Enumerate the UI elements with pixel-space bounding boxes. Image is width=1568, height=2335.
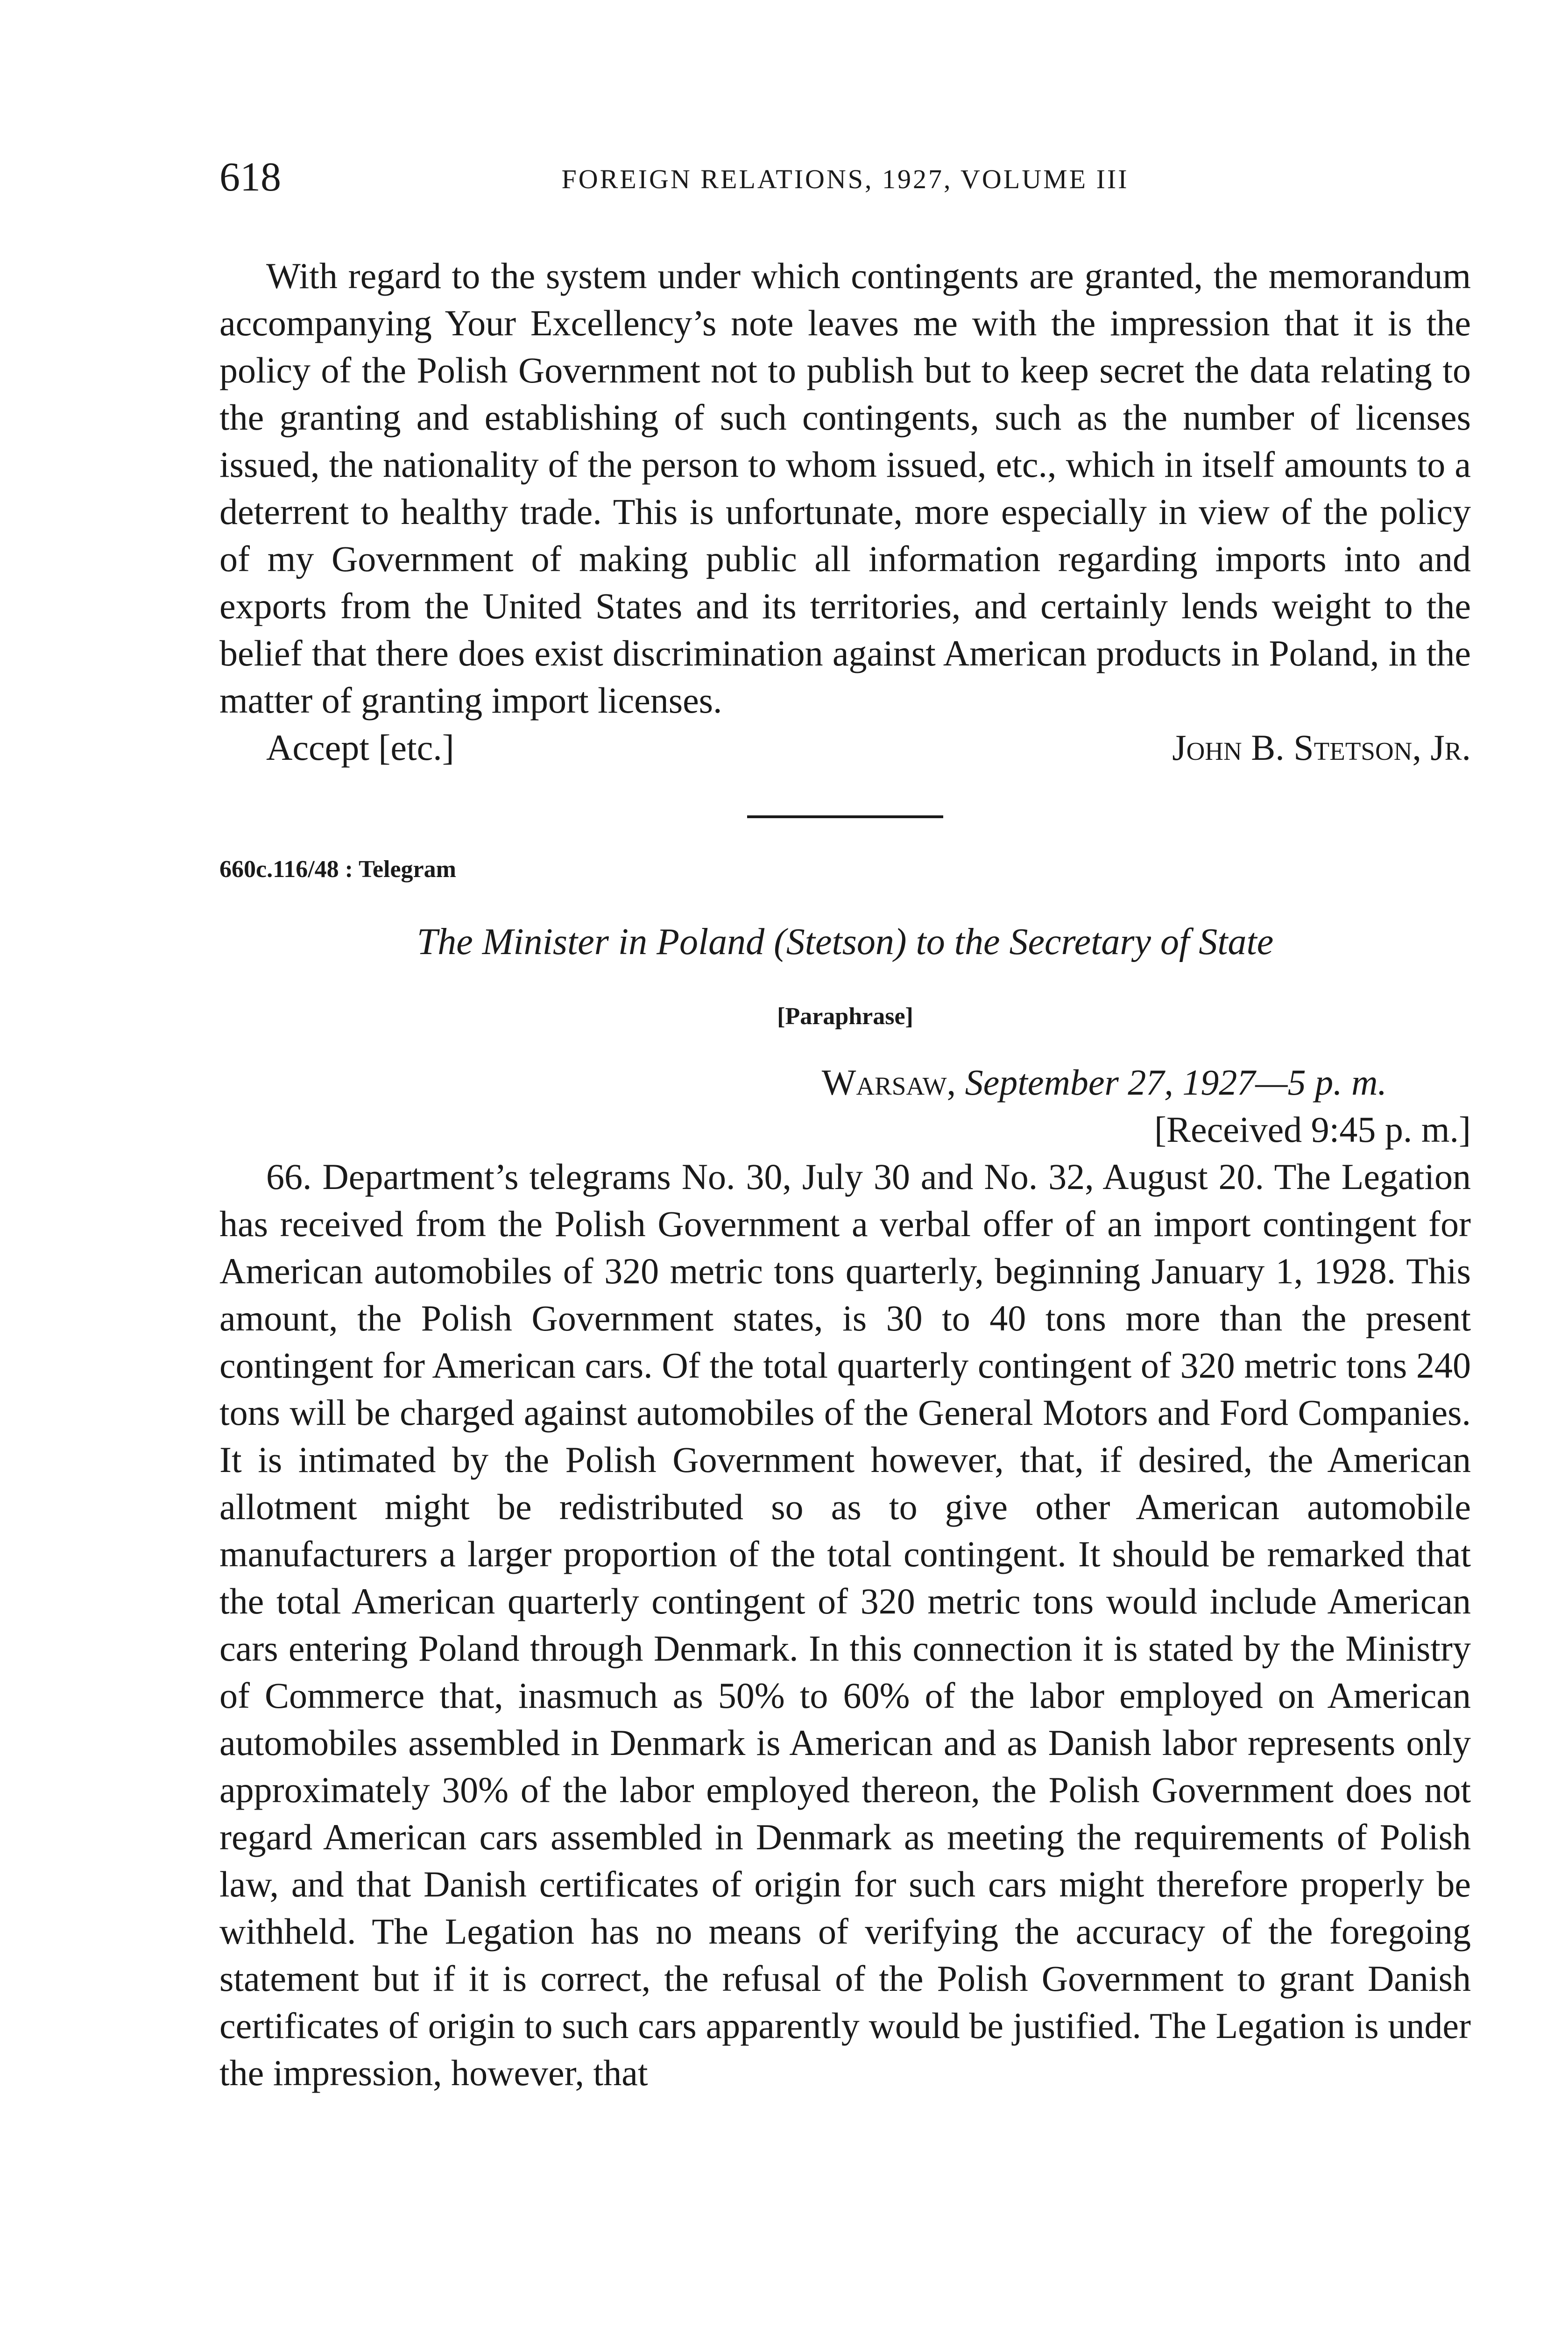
dateline-date: September 27, 1927—5 p. m. xyxy=(965,1062,1387,1103)
paraphrase-label: [Paraphrase] xyxy=(777,1003,913,1030)
document-heading: The Minister in Poland (Stetson) to the Secretary of State xyxy=(417,921,1274,962)
dateline-place: Warsaw, xyxy=(821,1062,956,1103)
file-number: 660c.116/48 : Telegram xyxy=(219,856,456,883)
letter-closing-paragraph: With regard to the system under which contingents are granted, the memorandum accompanying Your Excellency’s note leaves me with the impression that it is the policy of the Polish Government not to publish but to keep secret the data relating to the granting and establishing of such contingents, such as the number of licenses issued, the nationality of the person to whom issued, etc., which in itself amounts to a deterrent to healthy trade. This is unfortunate, more especially in view of the policy of my Government of making public all information regarding imports into and exports from the United States and its territories, and certainly lends weight to the belief that there does exist discrimination against American products in Poland, in the matter of granting import licenses. xyxy=(219,255,1471,721)
dateline xyxy=(219,1059,1471,1106)
running-head xyxy=(219,154,1471,205)
received-time: [Received 9:45 p. m.] xyxy=(1154,1109,1471,1150)
closing-formula: Accept [etc.] xyxy=(266,727,454,768)
page-number: 618 xyxy=(219,155,281,200)
document-page xyxy=(219,154,1471,2096)
signature-line xyxy=(219,724,1471,771)
section-divider xyxy=(747,815,943,818)
running-title: FOREIGN RELATIONS, 1927, VOLUME III xyxy=(561,164,1129,194)
signer-name: John B. Stetson, Jr. xyxy=(1172,727,1471,768)
telegram-body: 66. Department’s telegrams No. 30, July 30 and No. 32, August 20. The Legation has received from the Polish Government a verbal offer of an import contingent for American automobiles of 320 metric tons quarterly, beginning January 1, 1928. This amount, the Polish Government states, is 30 to 40 tons more than the present contingent for American cars. Of the total quarterly contingent of 320 metric tons 240 tons will be charged against automobiles of the General Motors and Ford Companies. It is intimated by the Polish Government however, that, if desired, the American allotment might be redistributed so as to give other American automobile manufacturers a larger proportion of the total contingent. It should be remarked that the total American quarterly contingent of 320 metric tons would include American cars entering Poland through Denmark. In this connection it is stated by the Ministry of Commerce that, inasmuch as 50% to 60% of the labor employed on American automobiles assembled in Denmark is American and as Danish labor represents only approximately 30% of the labor employed thereon, the Polish Government does not regard American cars assembled in Denmark as meeting the requirements of Polish law, and that Danish certificates of origin for such cars might therefore properly be withheld. The Legation has no means of verifying the accuracy of the foregoing statement but if it is correct, the refusal of the Polish Government to grant Danish certificates of origin to such cars apparently would be justified. The Legation is under the impression, however, that xyxy=(219,1156,1471,2093)
